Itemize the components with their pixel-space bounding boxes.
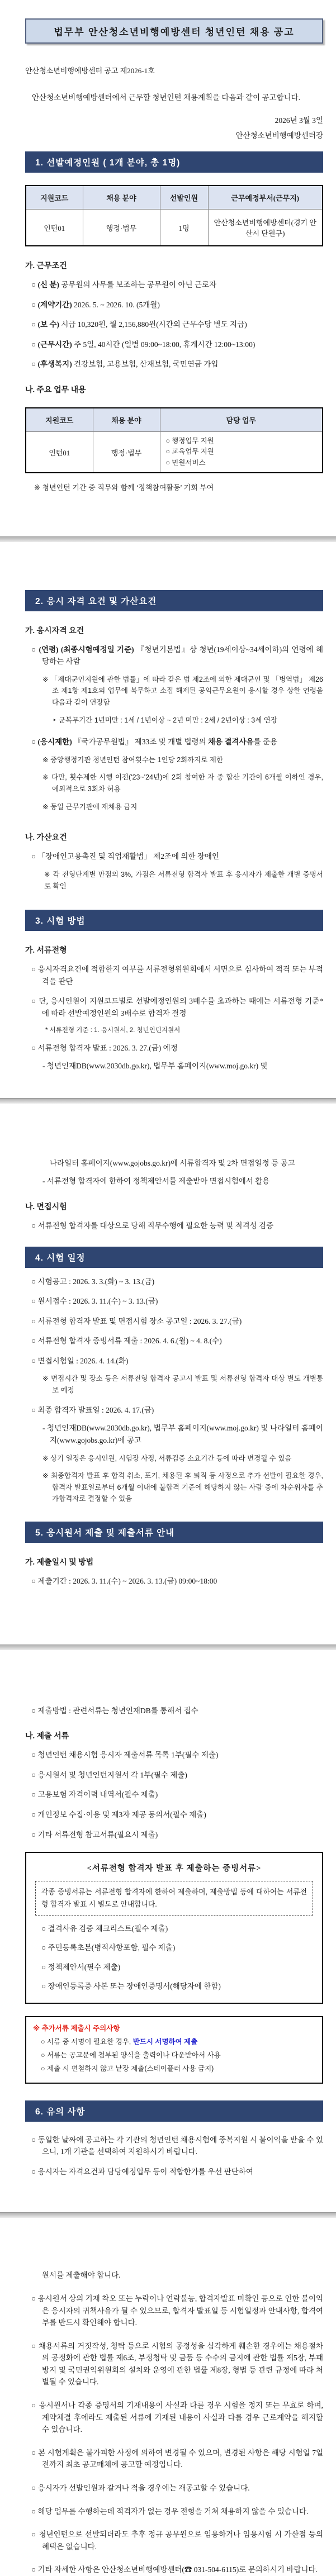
col-header: 채용 분야 — [93, 408, 160, 432]
caution-item: ○ 청년인턴으로 선발되더라도 추후 정규 공무원으로 임용하거나 임용시험 시 가산점 등의 혜택은 없습니다. — [31, 2530, 323, 2551]
document-title: 법무부 안산청소년비행예방센터 청년인턴 채용 공고 — [54, 27, 295, 37]
rehire-ban-note: ※ 동일 근무기관에 재채용 금지 — [42, 802, 138, 811]
subheading-eligibility: 가. 응시자격 요건 — [25, 626, 84, 635]
page-4 — [0, 1705, 336, 2178]
page-1 — [0, 18, 336, 494]
section-1-header: 1. 선발예정인원 ( 1개 분야, 총 1명) — [25, 151, 323, 173]
col-header: 채용 분야 — [83, 186, 160, 210]
page-5 — [0, 2269, 336, 2576]
notice-number: 안산청소년비행예방센터 공고 제2026-1호 — [25, 66, 155, 75]
warning-item: ○ 제출 시 편철하지 않고 낱장 제출(스테이플러 사용 금지) — [41, 2065, 214, 2073]
schedule-item: ○ 서류전형 합격자 증빙서류 제출 : 2026. 4. 6.(월) ~ 4. 8.(수) — [31, 1337, 222, 1346]
eligibility-age: ○ (연령) (최종시험예정일 기준) 『청년기본법』상 청년(19세이상~34세이하)의 연령에 해당하는 사람 — [31, 645, 323, 666]
military-extension-note: ※ 「제대군인지원에 관한 법률」에 따라 같은 법 제2조에 의한 제대군인 및 「병역법」 제26조 제1항 제1호의 업무에 복무하고 소집 해제된 공익근무요원이 응시할 경우 상한 연령을 다음과 같이 연장함 — [42, 675, 323, 706]
cell-duties — [160, 431, 323, 473]
table-row — [26, 210, 323, 246]
schedule-item: ○ 시험공고 : 2026. 3. 3.(화) ~ 3. 13.(금) — [31, 1277, 155, 1286]
subheading-main-duties: 나. 주요 업무 내용 — [25, 386, 86, 395]
interview-item: ○ 서류전형 합격자를 대상으로 당해 직무수행에 필요한 능력 및 적격성 검증 — [31, 1221, 274, 1230]
military-extension-detail: ‣ 군복무기간 1년미만 : 1세 / 1년이상 ~ 2년 미만 : 2세 / 2년이상 : 3세 연장 — [53, 716, 277, 724]
subheading-work-conditions: 가. 근무조건 — [25, 262, 67, 270]
col-header: 지원코드 — [26, 408, 93, 432]
duty-item: ○ 행정업무 지원 — [165, 436, 214, 445]
caution-item-continuation: 원서를 제출해야 합니다. — [42, 2271, 121, 2280]
required-document-item: ○ 개인정보 수집·이용 및 제3자 제공 동의서(필수 제출) — [31, 1810, 206, 1819]
caution-item: ○ 채용서류의 거짓작성, 청탁 등으로 시험의 공정성을 심각하게 훼손한 경우에는 채용절차의 공정화에 관한 법률 제6조, 부정청탁 및 금품 등 수수의 금지에 관한 법률 제5장, 부패방지 및 국민권익위원회의 설치와 운영에 관한 법률 제8장, 형법 등 관련 규정에 따라 처벌될 수 있습니다. — [31, 2341, 323, 2387]
schedule-item: ○ 서류전형 합격자 발표 및 면접시험 장소 공고일 : 2026. 3. 27.(금) — [31, 1316, 242, 1325]
disability-bonus-item: ○ 「장애인고용촉진 및 직업재활법」 제2조에 의한 장애인 — [31, 852, 220, 861]
screening-result-channels: - 청년인재DB(www.2030db.go.kr), 법무부 홈페이지(www.moj.go.kr) 및 — [42, 1062, 268, 1071]
caution-item: ○ 본 시험계획은 불가피한 사정에 의하여 변경될 수 있으며, 변경된 사항은 해당 시험일 7일 전까지 최초 공고매체에 공고할 예정입니다. — [31, 2448, 323, 2469]
submission-warning-box — [25, 2016, 323, 2084]
work-condition-item: ○ (후생복지) 건강보험, 고용보험, 산재보험, 국민연금 가입 — [31, 360, 219, 369]
duty-item: ○ 민원서비스 — [165, 458, 206, 467]
disability-bonus-note: ※ 각 전형단계별 만점의 3%, 가점은 서류전형 합격자 발표 후 응시자가 제출한 개별 증명서로 확인 — [44, 870, 323, 890]
evidence-box-notice: 각종 증빙서류는 서류전형 합격자에 한하여 제출하며, 제출방법 등에 대하여는 서류전형 합격자 발표 시 별도로 안내합니다. — [35, 1881, 313, 1916]
eligibility-restriction: ○ (응시제한) 『국가공무원법』 제33조 및 개별 법령의 채용 결격사유를 준용 — [31, 738, 278, 747]
screening-item: ○ 단, 응시인원이 지원코드별로 선발예정인원의 3배수를 초과하는 때에는 서류전형 기준*에 따라 선발예정인원의 3배수로 합격자 결정 — [31, 997, 323, 1018]
intro-paragraph: 안산청소년비행예방센터에서 근무할 청년인턴 채용계획을 다음과 같이 공고합니다. — [32, 93, 301, 102]
section-4-header: 4. 시험 일정 — [25, 1247, 323, 1268]
section-2-header: 2. 응시 자격 요건 및 가산요건 — [25, 590, 323, 611]
cell-code: 인턴01 — [26, 431, 93, 473]
required-document-item: ○ 응시원서 및 청년인턴지원서 각 1부(필수 제출) — [31, 1770, 187, 1779]
cell-code: 인턴01 — [26, 210, 83, 246]
schedule-change-note: ※ 상기 일정은 응시인원, 시험장 사정, 서류검증 소요기간 등에 따라 변경될 수 있음 — [42, 1454, 292, 1462]
col-header: 선발인원 — [160, 186, 208, 210]
col-header: 담당 업무 — [160, 408, 323, 432]
subheading-submission: 가. 제출일시 및 방법 — [25, 1558, 94, 1567]
page-break — [0, 536, 336, 542]
signer: 안산청소년비행예방센터장 — [235, 131, 323, 140]
subheading-required-documents: 나. 제출 서류 — [25, 1732, 69, 1741]
work-condition-item: ○ (신 분) 공무원의 사무를 보조하는 공무원이 아닌 근로자 — [31, 281, 217, 289]
final-result-date: ○ 최종 합격자 발표일 : 2026. 4. 17.(금) — [31, 1405, 154, 1414]
interview-notice-note: ※ 면접시간 및 장소 등은 서류전형 합격자 공고시 발표 및 서류전형 합격자 대상 별도 개별통보 예정 — [42, 1375, 323, 1395]
warning-highlight: 반드시 서명하여 제출 — [132, 2038, 198, 2046]
evidence-document-item: ○ 결격사유 검증 체크리스트(필수 제출) — [41, 1924, 168, 1933]
warning-item: ○ 서류 중 서명이 필요한 경우, 반드시 서명하여 제출 — [41, 2038, 198, 2046]
subheading-document-screening: 가. 서류전형 — [25, 947, 67, 956]
required-document-item: ○ 고용보험 자격이력 내역서(필수 제출) — [31, 1790, 158, 1799]
work-condition-item: ○ (계약기간) 2026. 5. ~ 2026. 10. (5개월) — [31, 300, 160, 309]
caution-item: ○ 동일한 날짜에 공고하는 각 기관의 청년인턴 채용시험에 중복지원 시 불이익을 받을 수 있으니, 1개 기관을 선택하여 지원하시기 바랍니다. — [31, 2135, 323, 2156]
screening-result-date: ○ 서류전형 합격자 발표 : 2026. 3. 27.(금) 예정 — [31, 1043, 178, 1052]
section-6-header: 6. 유의 사항 — [25, 2100, 323, 2122]
positions-table — [25, 185, 323, 246]
submission-period: ○ 제출기간 : 2026. 3. 11.(수) ~ 2026. 3. 13.(금) 09:00~18:00 — [31, 1577, 217, 1585]
submission-method: ○ 제출방법 : 관련서류는 청년인재DB를 통해서 접수 — [31, 1706, 198, 1715]
cell-field: 행정·법무 — [93, 431, 160, 473]
caution-item: ○ 응시원서 상의 기재 착오 또는 누락이나 연락불능, 합격자발표 미확인 등으로 인한 불이익은 응시자의 귀책사유가 될 수 있으므로, 합격자 발표일 등 시험일정과 안내사항, 합격여부를 반드시 확인해야 합니다. — [31, 2294, 323, 2327]
table-header-row — [26, 186, 323, 210]
work-condition-item: ○ (보 수) 시급 10,320원, 월 2,156,880원(시간외 근무수당 별도 지급) — [31, 320, 247, 329]
subheading-bonus: 나. 가산요건 — [25, 834, 67, 843]
warning-title: ※ 추가서류 제출시 주의사항 — [33, 2024, 120, 2033]
evidence-document-item: ○ 정책제안서(필수 제출) — [41, 1962, 121, 1971]
duty-item: ○ 교육업무 지원 — [165, 448, 214, 456]
cell-count: 1명 — [160, 210, 208, 246]
section-3-header: 3. 시험 방법 — [25, 910, 323, 931]
page-break — [0, 1098, 336, 1104]
caution-item: ○ 응시자가 선발인원과 같거나 적을 경우에는 재공고할 수 있습니다. — [31, 2484, 250, 2493]
caution-item: ○ 해당 업무를 수행하는데 적격자가 없는 경우 전형을 거쳐 채용하지 않을 수 있습니다. — [31, 2507, 309, 2516]
schedule-item: ○ 원서접수 : 2026. 3. 11.(수) ~ 3. 13.(금) — [31, 1297, 158, 1306]
policy-proposal-note: - 서류전형 합격자에 한하여 정책제안서를 제출받아 면접시험에서 활용 — [42, 1177, 270, 1186]
warning-item: ○ 서류는 공고문에 첨부된 양식을 출력이나 다운받아서 사용 — [41, 2051, 221, 2060]
duties-table — [25, 407, 323, 473]
work-condition-item: ○ (근무시간) 주 5일, 40시간 (일별 09:00~18:00, 휴게시간 12:00~13:00) — [31, 340, 255, 349]
screening-criteria-note: * 서류전형 기준 : 1. 응시원서, 2. 청년인턴지원서 — [45, 1026, 181, 1034]
col-header: 근무예정부서(근무지) — [208, 186, 323, 210]
additional-selection-note: ※ 최종합격자 발표 후 합격 취소, 포기, 채용된 후 퇴직 등 사정으로 추가 선발이 필요한 경우, 합격자 발표일로부터 6개월 이내에 불합격 기준에 해당하지 않는 사람 중에 차순위자를 추가합격자로 결정할 수 있음 — [42, 1472, 323, 1503]
page-3 — [0, 1157, 336, 1588]
table-row — [26, 431, 323, 473]
final-result-channels: - 청년인재DB(www.2030db.go.kr), 법무부 홈페이지(www.moj.go.kr) 및 나라일터 홈페이지(www.gojobs.go.kr)에 공고 — [42, 1424, 323, 1444]
table-header-row — [26, 408, 323, 432]
announcement-document — [0, 18, 336, 2574]
page-break — [0, 1645, 336, 1650]
cell-department: 안산청소년비행예방센터(경기 안산시 단원구) — [208, 210, 323, 246]
schedule-item: ○ 면접시험일 : 2026. 4. 14.(화) — [31, 1356, 129, 1365]
caution-item: ○ 기타 자세한 사항은 안산청소년비행예방센터(☎ 031-504-6115)로 문의하시기 바랍니다. — [31, 2565, 318, 2574]
page-break — [0, 2212, 336, 2218]
evidence-documents-box — [25, 1852, 323, 2004]
page-2 — [0, 590, 336, 1072]
screening-result-channels-cont: 나라일터 홈페이지(www.gojobs.go.kr)에 서류합격자 및 2차 면접일정 등 공고 — [50, 1158, 295, 1167]
evidence-box-title: <서류전형 합격자 발표 후 제출하는 증빙서류> — [87, 1864, 262, 1874]
document-title-box — [25, 18, 323, 44]
evidence-document-item: ○ 주민등록초본(병적사항포함, 필수 제출) — [41, 1943, 176, 1952]
evidence-document-item: ○ 장애인등록증 사본 또는 장애인증명서(해당자에 한함) — [41, 1982, 221, 1991]
required-document-item: ○ 기타 서류전형 참고서류(필요시 제출) — [31, 1830, 158, 1839]
cell-field: 행정·법무 — [83, 210, 160, 246]
announcement-date: 2026년 3월 3일 — [275, 116, 323, 125]
section-5-header: 5. 응시원서 제출 및 제출서류 안내 — [25, 1522, 323, 1543]
required-document-item: ○ 청년인턴 채용시험 응시자 제출서류 목록 1부(필수 제출) — [31, 1751, 219, 1760]
intern-limit-note: ※ 중앙행정기관 청년인턴 참여횟수는 1인당 2회까지로 제한 — [42, 755, 223, 764]
policy-activity-note: ※ 청년인턴 기간 중 직무와 함께 ‘정책참여활동’ 기회 부여 — [34, 483, 214, 492]
caution-item: ○ 응시원서나 각종 증명서의 기재내용이 사실과 다를 경우 시험을 정지 또는 무효로 하며, 계약체결 후에라도 제출된 서류에 기재된 내용이 사실과 다를 경우 근로계약을 해지할 수 있습니다. — [31, 2401, 323, 2434]
intern-limit-exception-note: ※ 다만, 횟수제한 시행 이전('23~'24년)에 2회 참여한 자 중 합산 기간이 6개월 이하인 경우, 예외적으로 3회차 허용 — [42, 773, 323, 793]
screening-item: ○ 응시자격요건에 적합한지 여부를 서류전형위원회에서 서면으로 심사하여 적격 또는 부적격을 판단 — [31, 965, 323, 986]
caution-item: ○ 응시자는 자격요건과 담당예정업무 등이 적합한가를 우선 판단하여 — [31, 2167, 253, 2176]
subheading-interview: 나. 면접시험 — [25, 1203, 67, 1211]
col-header: 지원코드 — [26, 186, 83, 210]
